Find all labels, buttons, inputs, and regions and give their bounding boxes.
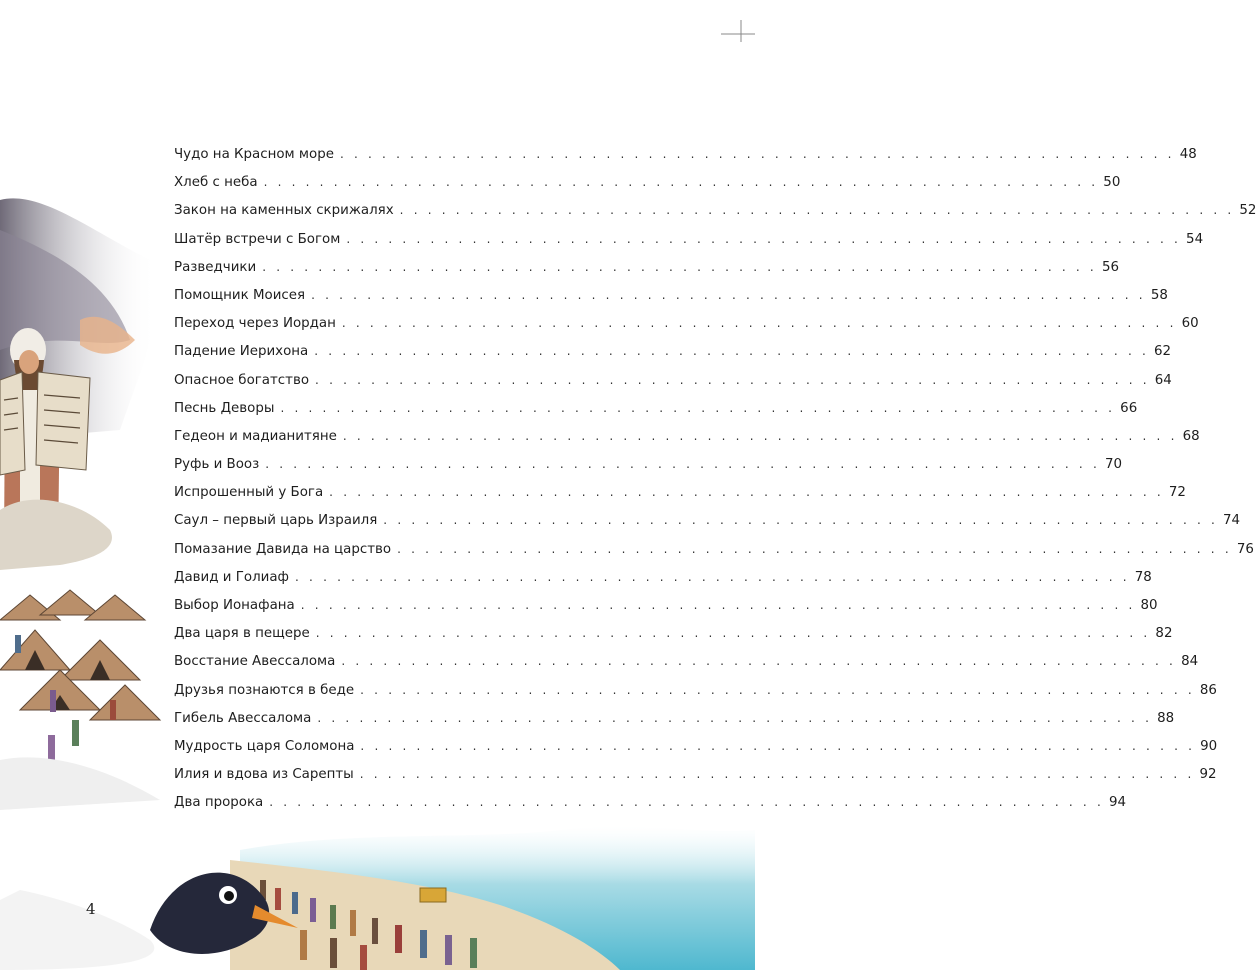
toc-entry-page: 68 bbox=[1182, 428, 1200, 444]
toc-entry bbox=[174, 676, 1217, 704]
toc-entry-title: Илия и вдова из Сарепты bbox=[174, 767, 354, 783]
toc-entry-page: 70 bbox=[1104, 457, 1123, 473]
toc-entry-title: Разведчики bbox=[174, 259, 257, 275]
toc-entry-page: 84 bbox=[1181, 654, 1199, 670]
toc-entry-page: 74 bbox=[1223, 513, 1241, 529]
toc-entry bbox=[174, 535, 1254, 563]
toc-entry-title: Падение Иерихона bbox=[174, 344, 309, 360]
toc-entry-title: Восстание Авессалома bbox=[174, 654, 336, 670]
toc-entry bbox=[174, 196, 1256, 224]
toc-entry bbox=[174, 140, 1197, 168]
toc-entry-page: 56 bbox=[1101, 259, 1119, 275]
toc-dot-leader: . . . . . . . . . . . . . . . . . . . . . . . . . . . . . . . . . . . . . . . . . . . . . . . . . . . . . . . . . . . . bbox=[346, 231, 1182, 246]
toc-entry-page: 66 bbox=[1120, 400, 1138, 416]
toc-entry-page: 62 bbox=[1154, 344, 1172, 360]
toc-entry-page: 72 bbox=[1168, 485, 1186, 501]
toc-dot-leader: . . . . . . . . . . . . . . . . . . . . . . . . . . . . . . . . . . . . . . . . . . . . . . . . . . . . . . . . . . . . bbox=[265, 457, 1100, 472]
toc-dot-leader: . . . . . . . . . . . . . . . . . . . . . . . . . . . . . . . . . . . . . . . . . . . . . . . . . . . . . . . . . . . . bbox=[329, 485, 1164, 500]
toc-entry-page: 50 bbox=[1103, 175, 1121, 191]
toc-entry-page: 48 bbox=[1179, 147, 1197, 162]
toc-entry-title: Закон на каменных скрижалях bbox=[174, 203, 394, 219]
toc-dot-leader: . . . . . . . . . . . . . . . . . . . . . . . . . . . . . . . . . . . . . . . . . . . . . . . . . . . . . . . . . . . . bbox=[359, 767, 1195, 782]
toc-entry bbox=[174, 366, 1172, 394]
toc-entry bbox=[174, 760, 1217, 788]
toc-entry-title: Помощник Моисея bbox=[174, 287, 306, 303]
toc-dot-leader: . . . . . . . . . . . . . . . . . . . . . . . . . . . . . . . . . . . . . . . . . . . . . . . . . . . . . . . . . . . . bbox=[311, 287, 1146, 302]
moses-illustration bbox=[0, 110, 165, 810]
toc-entry bbox=[174, 450, 1123, 478]
toc-dot-leader: . . . . . . . . . . . . . . . . . . . . . . . . . . . . . . . . . . . . . . . . . . . . . . . . . . . . . . . . . . . . bbox=[397, 541, 1232, 556]
toc-entry-title: Гедеон и мадианитяне bbox=[174, 428, 337, 444]
toc-dot-leader: . . . . . . . . . . . . . . . . . . . . . . . . . . . . . . . . . . . . . . . . . . . . . . . . . . . . . . . . . . . . bbox=[360, 738, 1196, 753]
toc-dot-leader: . . . . . . . . . . . . . . . . . . . . . . . . . . . . . . . . . . . . . . . . . . . . . . . . . . . . . . . . . . . . bbox=[399, 203, 1235, 218]
toc-entry-page: 52 bbox=[1239, 203, 1256, 219]
toc-entry-page: 58 bbox=[1150, 287, 1168, 303]
toc-entry-title: Переход через Иордан bbox=[174, 316, 336, 332]
toc-dot-leader: . . . . . . . . . . . . . . . . . . . . . . . . . . . . . . . . . . . . . . . . . . . . . . . . . . . . . . . . . . . . bbox=[280, 400, 1116, 415]
toc-entry-title: Гибель Авессалома bbox=[174, 710, 312, 726]
toc-entry-page: 88 bbox=[1157, 710, 1175, 726]
toc-entry-title: Мудрость царя Соломона bbox=[174, 738, 355, 754]
toc-entry bbox=[174, 563, 1152, 591]
toc-dot-leader: . . . . . . . . . . . . . . . . . . . . . . . . . . . . . . . . . . . . . . . . . . . . . . . . . . . . . . . . . . . . bbox=[314, 344, 1149, 359]
toc-dot-leader: . . . . . . . . . . . . . . . . . . . . . . . . . . . . . . . . . . . . . . . . . . . . . . . . . . . . . . . . . . . . bbox=[383, 513, 1219, 528]
toc-entry-title: Руфь и Вооз bbox=[174, 457, 260, 473]
toc-dot-leader: . . . . . . . . . . . . . . . . . . . . . . . . . . . . . . . . . . . . . . . . . . . . . . . . . . . . . . . . . . . . bbox=[300, 598, 1136, 612]
toc-entry-title: Давид и Голиаф bbox=[174, 569, 290, 585]
toc-dot-leader: . . . . . . . . . . . . . . . . . . . . . . . . . . . . . . . . . . . . . . . . . . . . . . . . . . . . . . . . . . . . bbox=[360, 682, 1195, 697]
toc-entry-title: Друзья познаются в беде bbox=[174, 682, 355, 698]
toc-dot-leader: . . . . . . . . . . . . . . . . . . . . . . . . . . . . . . . . . . . . . . . . . . . . . . . . . . . . . . . . . . . . bbox=[315, 626, 1151, 641]
toc-entry-page: 54 bbox=[1186, 231, 1204, 247]
toc-dot-leader: . . . . . . . . . . . . . . . . . . . . . . . . . . . . . . . . . . . . . . . . . . . . . . . . . . . . . . . . . . . . bbox=[342, 428, 1178, 443]
toc-entry-title: Два царя в пещере bbox=[174, 626, 310, 642]
toc-dot-leader: . . . . . . . . . . . . . . . . . . . . . . . . . . . . . . . . . . . . . . . . . . . . . . . . . . . . . . . . . . . . bbox=[317, 710, 1153, 725]
toc-dot-leader: . . . . . . . . . . . . . . . . . . . . . . . . . . . . . . . . . . . . . . . . . . . . . . . . . . . . . . . . . . . . bbox=[269, 795, 1104, 810]
toc-entry-page: 80 bbox=[1140, 598, 1158, 613]
toc-entry bbox=[174, 478, 1186, 506]
toc-dot-leader: . . . . . . . . . . . . . . . . . . . . . . . . . . . . . . . . . . . . . . . . . . . . . . . . . . . . . . . . . . . . bbox=[262, 259, 1097, 274]
toc-entry-page: 92 bbox=[1199, 767, 1217, 783]
toc-entry-page: 64 bbox=[1154, 372, 1172, 388]
toc-entry-title: Выбор Ионафана bbox=[174, 598, 295, 613]
toc-dot-leader: . . . . . . . . . . . . . . . . . . . . . . . . . . . . . . . . . . . . . . . . . . . . . . . . . . . . . . . . . . . . bbox=[315, 372, 1150, 387]
toc-entry bbox=[174, 422, 1200, 450]
toc-entry-page: 90 bbox=[1200, 738, 1218, 754]
toc-entry bbox=[174, 225, 1204, 253]
toc-entry-page: 78 bbox=[1134, 569, 1152, 585]
toc-entry-title: Шатёр встречи с Богом bbox=[174, 231, 341, 247]
toc-entry bbox=[174, 253, 1119, 281]
toc-entry-page: 60 bbox=[1181, 316, 1199, 332]
toc-entry bbox=[174, 309, 1199, 337]
toc-entry bbox=[174, 647, 1199, 675]
toc-entry bbox=[174, 506, 1241, 534]
toc-entry bbox=[174, 281, 1168, 309]
toc-entry bbox=[174, 788, 1127, 816]
toc-entry bbox=[174, 394, 1138, 422]
toc-entry bbox=[174, 337, 1172, 365]
toc-dot-leader: . . . . . . . . . . . . . . . . . . . . . . . . . . . . . . . . . . . . . . . . . . . . . . . . . . . . . . . . . . . . bbox=[339, 147, 1175, 161]
crop-mark bbox=[721, 20, 755, 42]
table-of-contents bbox=[174, 140, 1256, 817]
toc-entry-page: 82 bbox=[1155, 626, 1173, 642]
toc-entry bbox=[174, 732, 1218, 760]
toc-dot-leader: . . . . . . . . . . . . . . . . . . . . . . . . . . . . . . . . . . . . . . . . . . . . . . . . . . . . . . . . . . . . bbox=[341, 316, 1177, 331]
toc-entry bbox=[174, 704, 1175, 732]
toc-entry-title: Хлеб с неба bbox=[174, 175, 258, 191]
toc-entry-page: 94 bbox=[1108, 795, 1127, 811]
page-number: 4 bbox=[86, 900, 96, 918]
toc-dot-leader: . . . . . . . . . . . . . . . . . . . . . . . . . . . . . . . . . . . . . . . . . . . . . . . . . . . . . . . . . . . . bbox=[295, 569, 1130, 584]
toc-entry bbox=[174, 619, 1173, 647]
red-sea-illustration bbox=[0, 810, 755, 970]
toc-entry-title: Помазание Давида на царство bbox=[174, 541, 392, 557]
toc-entry bbox=[174, 591, 1158, 619]
toc-entry-page: 76 bbox=[1236, 541, 1254, 557]
toc-dot-leader: . . . . . . . . . . . . . . . . . . . . . . . . . . . . . . . . . . . . . . . . . . . . . . . . . . . . . . . . . . . . bbox=[341, 654, 1177, 669]
toc-entry-title: Саул – первый царь Израиля bbox=[174, 513, 378, 529]
toc-entry-title: Два пророка bbox=[174, 795, 264, 811]
toc-dot-leader: . . . . . . . . . . . . . . . . . . . . . . . . . . . . . . . . . . . . . . . . . . . . . . . . . . . . . . . . . . . . bbox=[263, 175, 1099, 190]
toc-entry-title: Песнь Деворы bbox=[174, 400, 275, 416]
toc-entry-title: Испрошенный у Бога bbox=[174, 485, 324, 501]
toc-entry-page: 86 bbox=[1199, 682, 1217, 698]
toc-entry-title: Чудо на Красном море bbox=[174, 147, 334, 162]
toc-entry-title: Опасное богатство bbox=[174, 372, 310, 388]
toc-entry bbox=[174, 168, 1121, 196]
